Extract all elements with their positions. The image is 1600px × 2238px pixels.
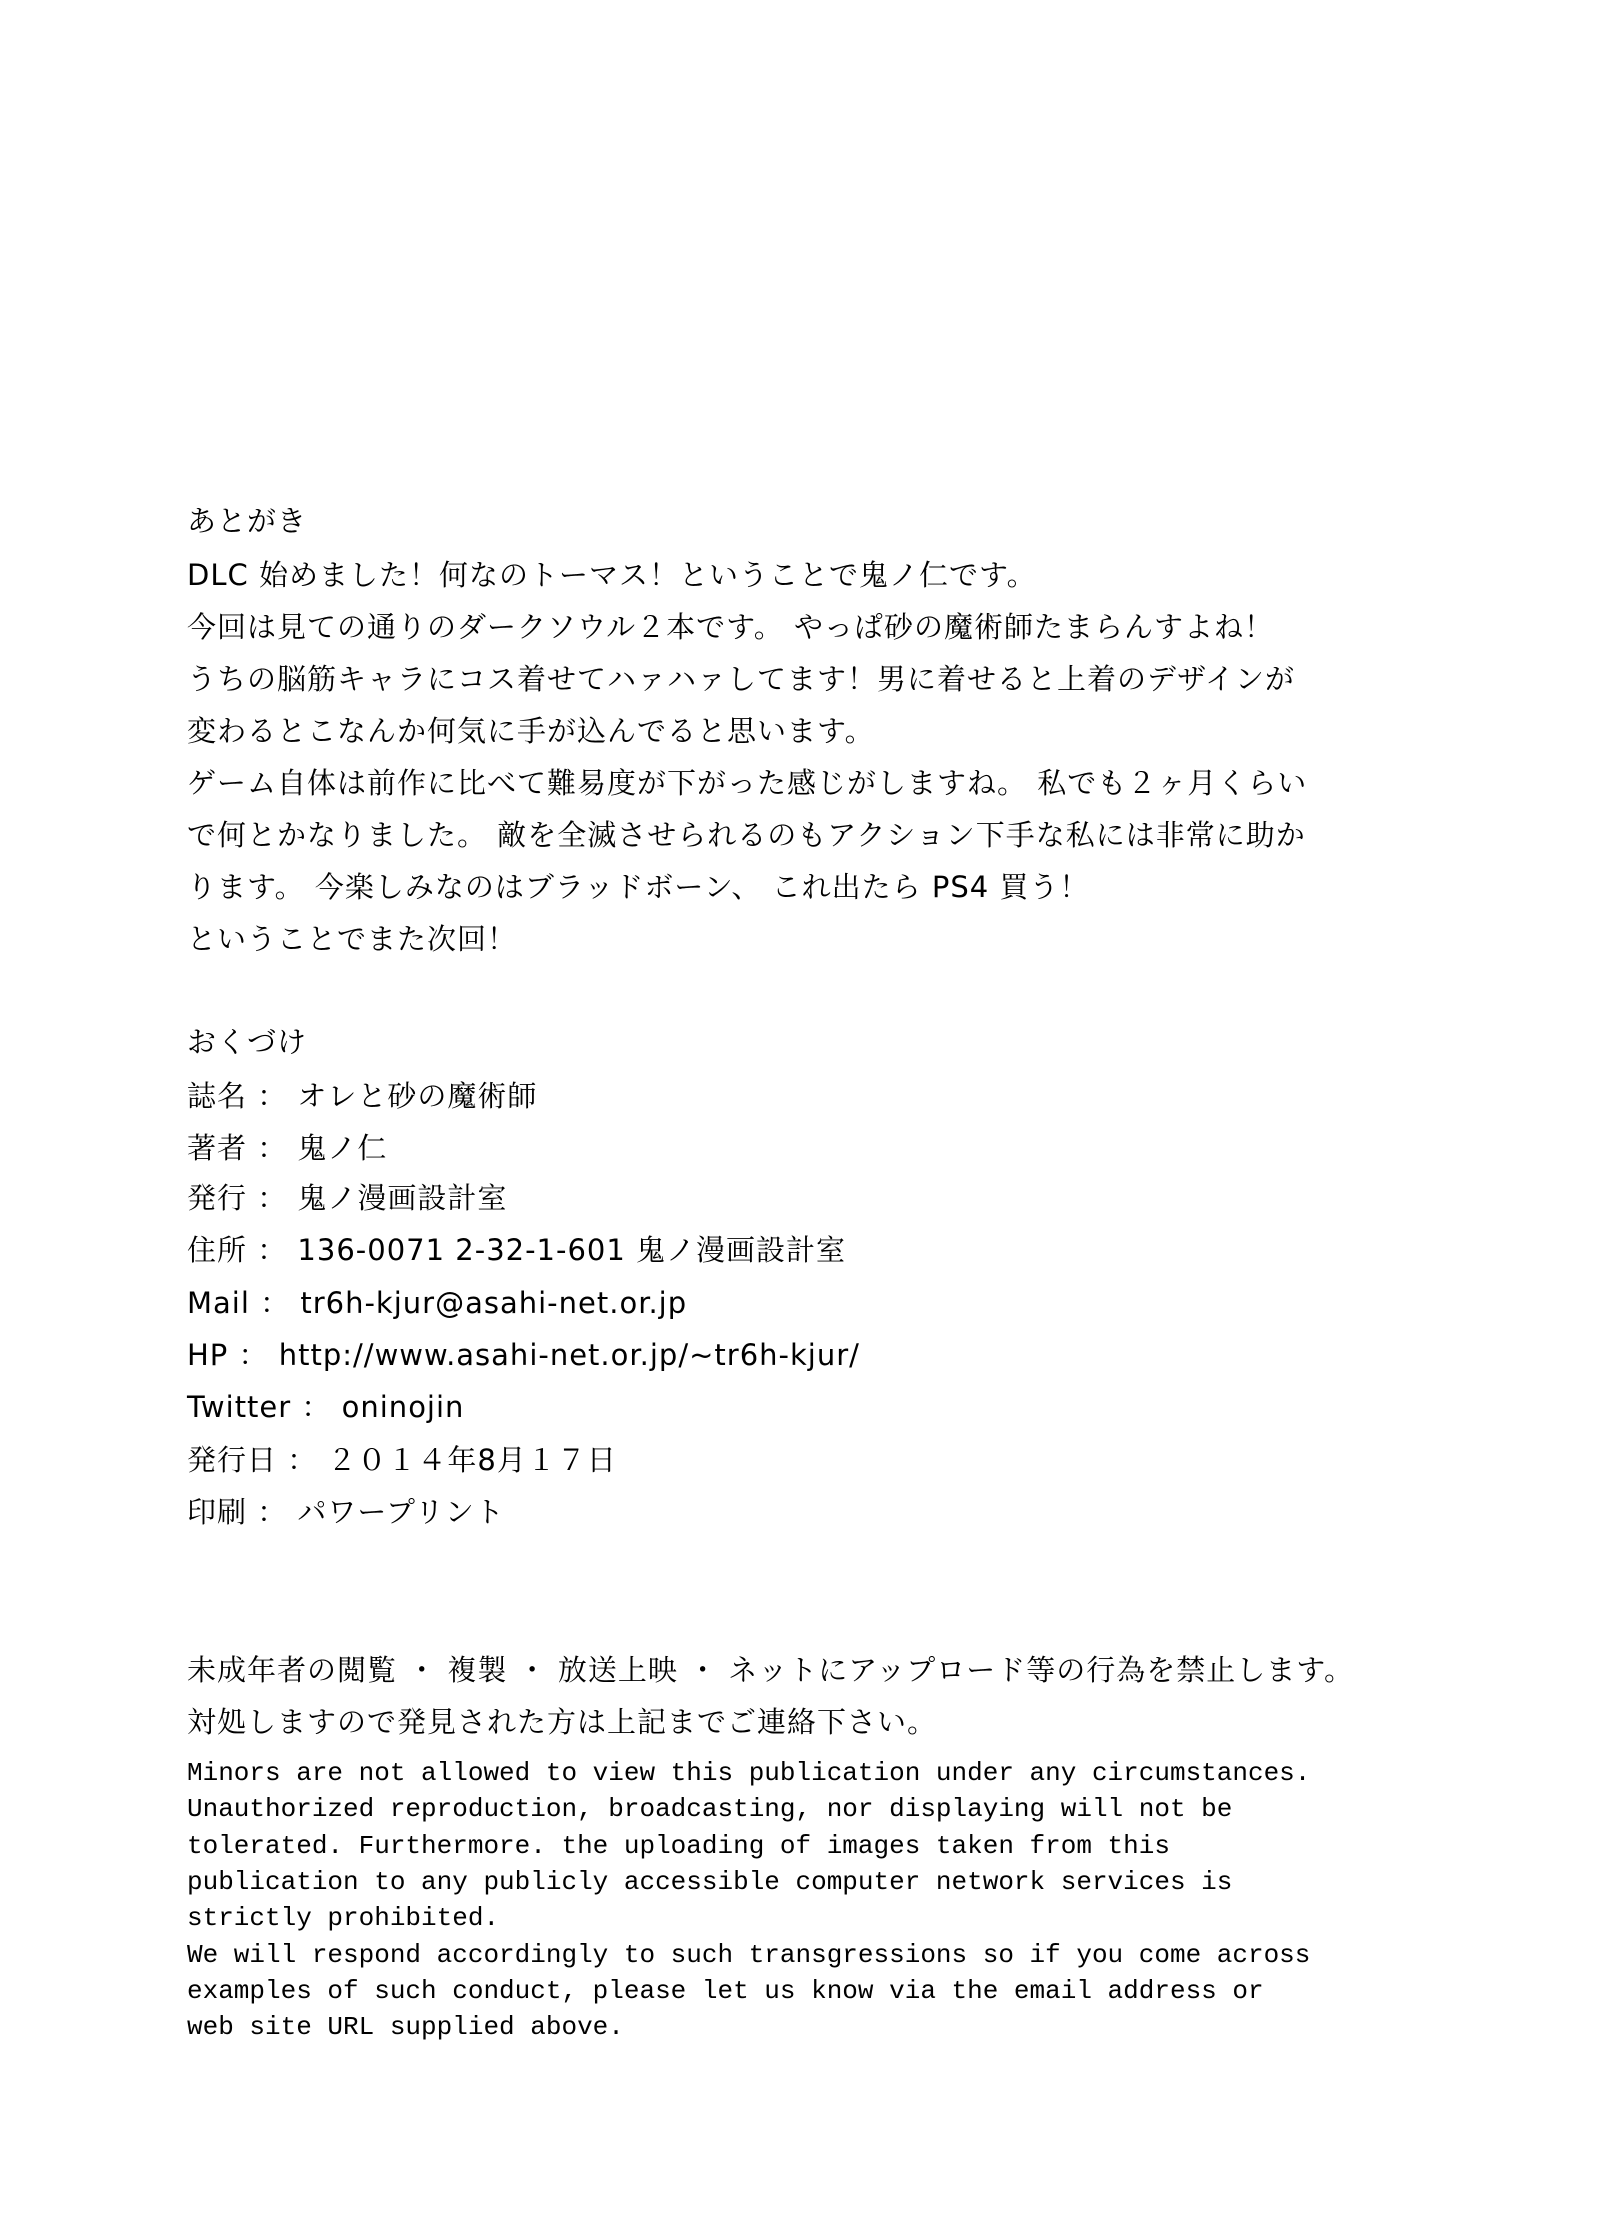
colophon-mail: Mail ： tr6h-kjur@asahi-net.or.jp (187, 1286, 688, 1320)
colophon-title: 誌名 ： オレと砂の魔術師 (187, 1079, 538, 1113)
afterword-line: で何とかなりました。 敵を全滅させられるのもアクション下手な私には非常に助か (187, 818, 1306, 852)
notice-english-line: tolerated. Furthermore. the uploading of images taken from this (187, 1831, 1170, 1861)
afterword-line: 今回は見ての通りのダークソウル２本です。 やっぱ砂の魔術師たまらんすよね！ (187, 610, 1275, 644)
afterword-line: ということでまた次回！ (187, 922, 518, 956)
notice-english-line: strictly prohibited. (187, 1903, 500, 1933)
notice-english-line: publication to any publicly accessible computer network services is (187, 1867, 1233, 1897)
afterword-line: ゲーム自体は前作に比べて難易度が下がった感じがしますね。 私でも２ヶ月くらい (187, 766, 1308, 800)
colophon-address: 住所 ： 136-0071 2-32-1-601 鬼ノ漫画設計室 (187, 1233, 847, 1267)
colophon-printer: 印刷 ： パワープリント (187, 1495, 505, 1529)
notice-english-line: Minors are not allowed to view this publication under any circumstances. (187, 1758, 1311, 1788)
colophon-date: 発行日 ： ２０１４年8月１７日 (187, 1443, 617, 1477)
notice-japanese-line: 未成年者の閲覧 ・ 複製 ・ 放送上映 ・ ネットにアップロード等の行為を禁止します。 (187, 1653, 1354, 1687)
colophon-homepage: HP ： http://www.asahi-net.or.jp/~tr6h-kjur/ (187, 1338, 860, 1372)
notice-english-line: We will respond accordingly to such transgressions so if you come across (187, 1940, 1311, 1970)
afterword-line: ります。 今楽しみなのはブラッドボーン、 これ出たら PS4 買う！ (187, 870, 1090, 904)
afterword-heading: あとがき (187, 504, 308, 538)
colophon-heading: おくづけ (187, 1025, 308, 1059)
afterword-line: 変わるとこなんか何気に手が込んでると思います。 (187, 714, 875, 748)
notice-english-line: examples of such conduct, please let us know via the email address or (187, 1976, 1264, 2006)
colophon-twitter: Twitter ： oninojin (187, 1390, 465, 1424)
colophon-publisher: 発行 ： 鬼ノ漫画設計室 (187, 1181, 508, 1215)
colophon-author: 著者 ： 鬼ノ仁 (187, 1131, 388, 1165)
notice-english-line: Unauthorized reproduction, broadcasting, nor displaying will not be (187, 1794, 1233, 1824)
notice-japanese-line: 対処しますので発見された方は上記までご連絡下さい。 (187, 1705, 938, 1739)
notice-english-line: web site URL supplied above. (187, 2012, 624, 2042)
afterword-line: うちの脳筋キャラにコス着せてハァハァしてます！男に着せると上着のデザインが (187, 662, 1295, 696)
afterword-line: DLC 始めました！何なのトーマス！ということで鬼ノ仁です。 (187, 558, 1037, 592)
